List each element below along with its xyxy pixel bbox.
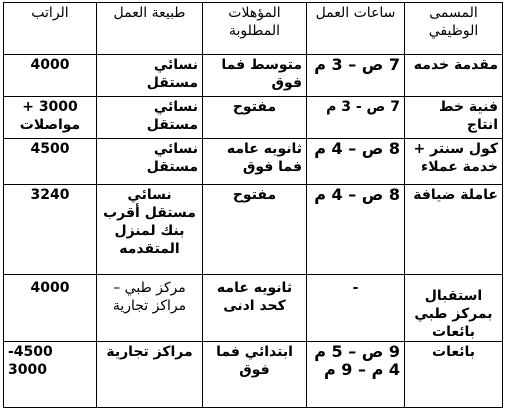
table-row [4, 139, 503, 185]
cell-salary: 3000 + مواصلات [4, 97, 97, 139]
cell-qualifications: ابتدائي فما فوق [203, 342, 307, 408]
cell-title: استقبال بمركز طبي بائعات [405, 275, 503, 342]
cell-title: مقدمة خدمه [405, 55, 503, 97]
jobs-table [3, 2, 503, 408]
cell-work-nature: نسائي مستقل أقرب بنك لمنزل المتقدمه [97, 185, 203, 275]
cell-salary: -4500 3000 [4, 342, 97, 408]
cell-salary: 4500 [4, 139, 97, 185]
cell-work-nature: نسائي مستقل [97, 97, 203, 139]
table-row [4, 185, 503, 275]
cell-salary: 4000 [4, 55, 97, 97]
cell-work-nature: نسائي مستقل [97, 139, 203, 185]
cell-title: عاملة ضيافة [405, 185, 503, 275]
cell-title: بائعات [405, 342, 503, 408]
header-row [4, 3, 503, 55]
table-row [4, 342, 503, 408]
cell-qualifications: مفتوح [203, 97, 307, 139]
table-row [4, 97, 503, 139]
header-work-nature: طبيعة العمل [97, 3, 203, 55]
cell-hours: 8 ص – 4 م [307, 139, 405, 185]
cell-hours: 9 ص – 5 م 4 م – 9 م [307, 342, 405, 408]
header-title: المسمى الوظيفي [405, 3, 503, 55]
cell-work-nature: مراكز تجارية [97, 342, 203, 408]
cell-hours: 8 ص – 4 م [307, 185, 405, 275]
table-row [4, 55, 503, 97]
cell-work-nature: مركز طبي – مراكز تجارية [97, 275, 203, 342]
cell-hours: 7 ص – 3 م [307, 55, 405, 97]
cell-qualifications: مفتوح [203, 185, 307, 275]
cell-qualifications: متوسط فما فوق [203, 55, 307, 97]
header-qualifications: المؤهلات المطلوبة [203, 3, 307, 55]
cell-work-nature: نسائي مستقل [97, 55, 203, 97]
header-hours: ساعات العمل [307, 3, 405, 55]
cell-hours: - [307, 275, 405, 342]
cell-qualifications: ثانويه عامه فما فوق [203, 139, 307, 185]
cell-qualifications: ثانويه عامه كحد ادنى [203, 275, 307, 342]
cell-hours: 7 ص - 3 م [307, 97, 405, 139]
table-row [4, 275, 503, 342]
header-salary: الراتب [4, 3, 97, 55]
cell-title: كول سنتر + خدمة عملاء [405, 139, 503, 185]
cell-title: فنية خط انتاج [405, 97, 503, 139]
cell-salary: 4000 [4, 275, 97, 342]
cell-salary: 3240 [4, 185, 97, 275]
